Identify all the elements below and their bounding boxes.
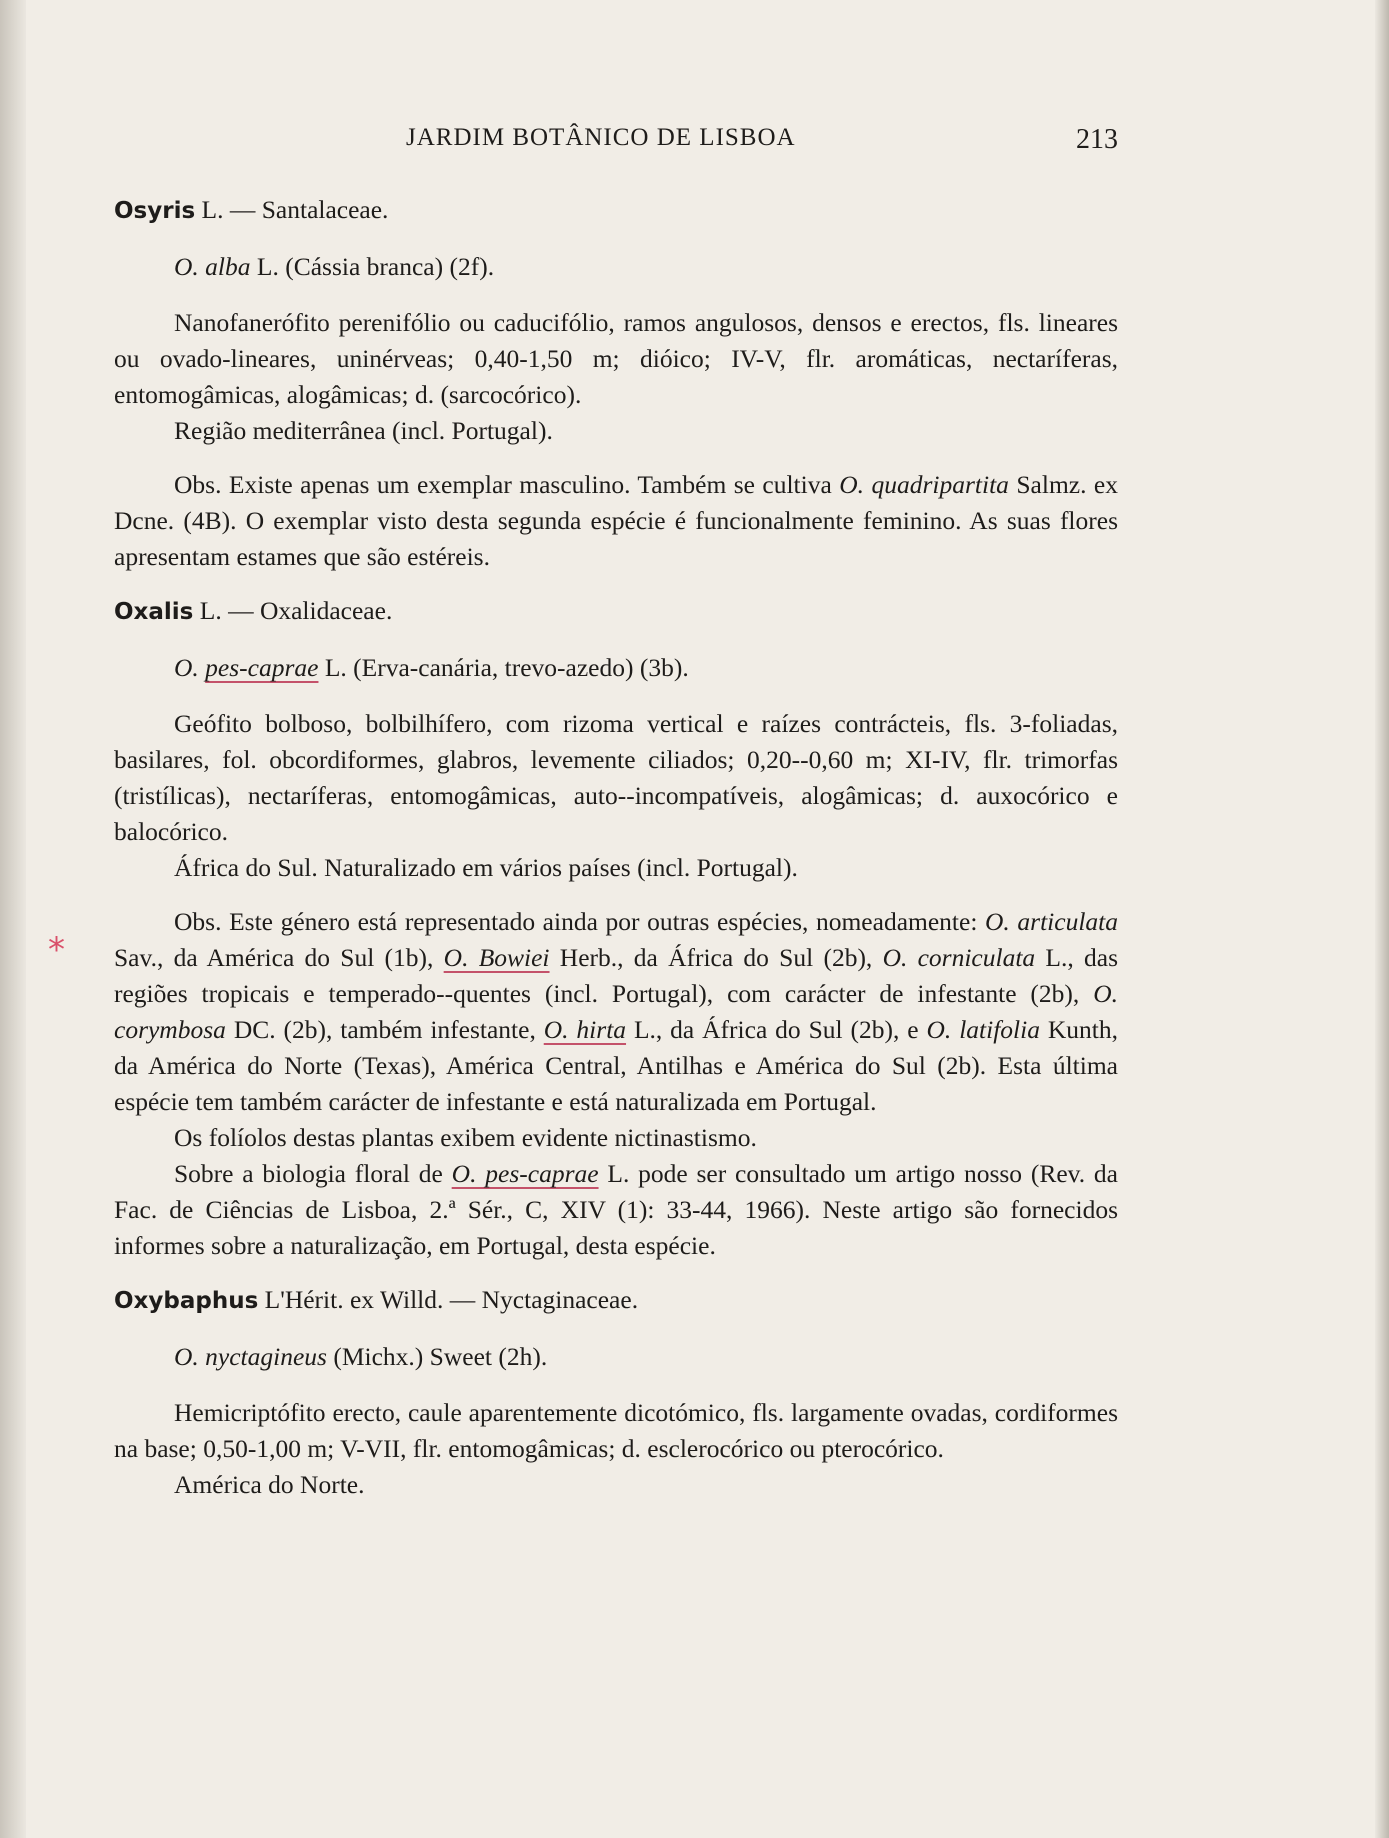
genus-heading-oxybaphus: Oxybaphus L'Hérit. ex Willd. — Nyctaginaceae.	[114, 1285, 639, 1314]
species-heading-osyris-alba: O. alba L. (Cássia branca) (2f).	[174, 252, 495, 281]
species-heading-oxalis-pes-caprae: O. pes-caprae L. (Erva-canária, trevo-azedo) (3b).	[174, 653, 689, 682]
distribution-oxybaphus-nyctagineus: América do Norte.	[174, 1470, 365, 1499]
note-foliolos: Os folíolos destas plantas exibem evidente nictinastismo.	[174, 1123, 757, 1152]
page-edge-shadow	[1375, 0, 1389, 1838]
description-oxalis-pes-caprae: Geófito bolboso, bolbilhífero, com rizoma vertical e raízes contrácteis, fls. 3-foliadas, basilares, fol. obcordiformes, glabros, levemente ciliados; 0,20--0,60 m; XI-IV, flr. trimorfas (tristílicas), nectaríferas, entomogâmicas, auto--incompatíveis, alogâmicas; d. auxocórico e balocórico.	[114, 709, 1118, 846]
distribution-oxalis-pes-caprae: África do Sul. Naturalizado em vários países (incl. Portugal).	[174, 853, 798, 882]
page-binding-shadow	[0, 0, 26, 1838]
red-asterisk-annotation: *	[48, 930, 65, 970]
obs-oxalis: Obs. Este género está representado ainda por outras espécies, nomeadamente: O. articulata Sav., da América do Sul (1b), O. Bowiei Herb., da África do Sul (2b), O. corniculata L., das regiões tropicais e temperado--quentes (incl. Portugal), com carácter de infestante (2b), O. corymbosa DC. (2b), também infestante, O. hirta L., da África do Sul (2b), e O. latifolia Kunth, da América do Norte (Texas), América Central, Antilhas e América do Sul (2b). Esta última espécie tem também carácter de infestante e está naturalizada em Portugal.	[114, 907, 1118, 1116]
page-body	[114, 192, 1118, 1503]
page-number: 213	[1076, 124, 1118, 155]
genus-heading-osyris: Osyris L. — Santalaceae.	[114, 195, 389, 224]
distribution-osyris-alba: Região mediterrânea (incl. Portugal).	[174, 416, 553, 445]
obs-osyris: Obs. Existe apenas um exemplar masculino. Também se cultiva O. quadripartita Salmz. ex Dcne. (4B). O exemplar visto desta segunda espécie é funcionalmente feminino. As suas flores apresentam estames que são estéreis.	[114, 470, 1118, 571]
description-osyris-alba: Nanofanerófito perenifólio ou caducifólio, ramos angulosos, densos e erectos, fls. lineares ou ovado-lineares, uninérveas; 0,40-1,50 m; dióico; IV-V, flr. aromáticas, nectaríferas, entomogâmicas, alogâmicas; d. (sarcocórico).	[114, 308, 1118, 409]
note-biologia-floral: Sobre a biologia floral de O. pes-caprae L. pode ser consultado um artigo nosso (Rev. da Fac. de Ciências de Lisboa, 2.ª Sér., C, XIV (1): 33-44, 1966). Neste artigo são fornecidos informes sobre a naturalização, em Portugal, desta espécie.	[114, 1159, 1119, 1260]
running-head: JARDIM BOTÂNICO DE LISBOA	[406, 124, 796, 151]
species-heading-oxybaphus-nyctagineus: O. nyctagineus (Michx.) Sweet (2h).	[174, 1342, 548, 1371]
description-oxybaphus-nyctagineus: Hemicriptófito erecto, caule aparentemente dicotómico, fls. largamente ovadas, cordiformes na base; 0,50-1,00 m; V-VII, flr. entomogâmicas; d. esclerocórico ou pterocórico.	[114, 1398, 1118, 1463]
page-header	[114, 120, 1118, 156]
genus-heading-oxalis: Oxalis L. — Oxalidaceae.	[114, 596, 393, 625]
